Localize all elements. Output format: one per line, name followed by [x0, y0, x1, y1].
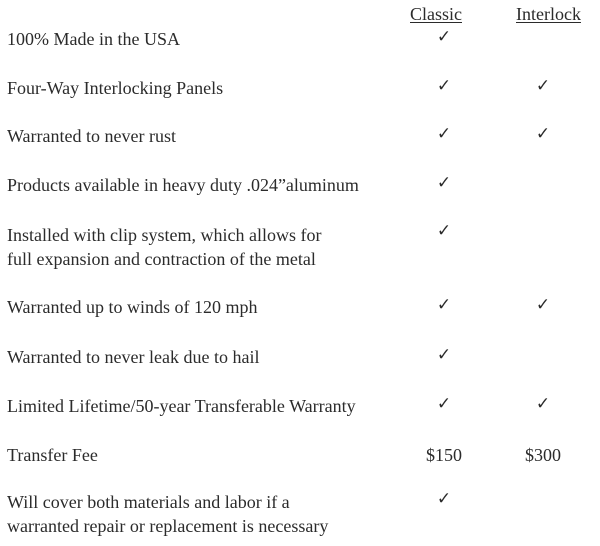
interlock-check-icon: ✓	[535, 295, 551, 315]
interlock-check-icon: ✓	[535, 76, 551, 96]
classic-check-icon: ✓	[436, 173, 452, 193]
interlock-check-icon: ✓	[535, 124, 551, 144]
classic-check-icon: ✓	[436, 489, 452, 509]
feature-label: Installed with clip system, which allows for full expansion and contraction of the metal	[7, 225, 322, 269]
column-header-interlock: Interlock	[516, 4, 581, 24]
feature-label: Warranted to never leak due to hail	[7, 347, 260, 367]
feature-label: Limited Lifetime/50-year Transferable Warranty	[7, 396, 356, 416]
classic-check-icon: ✓	[436, 124, 452, 144]
classic-check-icon: ✓	[436, 295, 452, 315]
column-header-classic: Classic	[410, 4, 462, 24]
feature-label: Transfer Fee	[7, 445, 98, 465]
classic-check-icon: ✓	[436, 27, 452, 47]
feature-label: Products available in heavy duty .024”aluminum	[7, 175, 359, 195]
classic-check-icon: ✓	[436, 76, 452, 96]
feature-label: 100% Made in the USA	[7, 29, 180, 49]
classic-check-icon: ✓	[436, 221, 452, 241]
feature-label: Four-Way Interlocking Panels	[7, 78, 224, 98]
feature-label: Warranted to never rust	[7, 126, 176, 146]
interlock-check-icon: ✓	[535, 394, 551, 414]
feature-label: Warranted up to winds of 120 mph	[7, 297, 258, 317]
classic-transfer-fee: $150	[426, 445, 462, 465]
feature-label: Will cover both materials and labor if a warranted repair or replacement is necessary	[7, 492, 329, 536]
classic-check-icon: ✓	[436, 394, 452, 414]
classic-check-icon: ✓	[436, 345, 452, 365]
interlock-transfer-fee: $300	[525, 445, 561, 465]
